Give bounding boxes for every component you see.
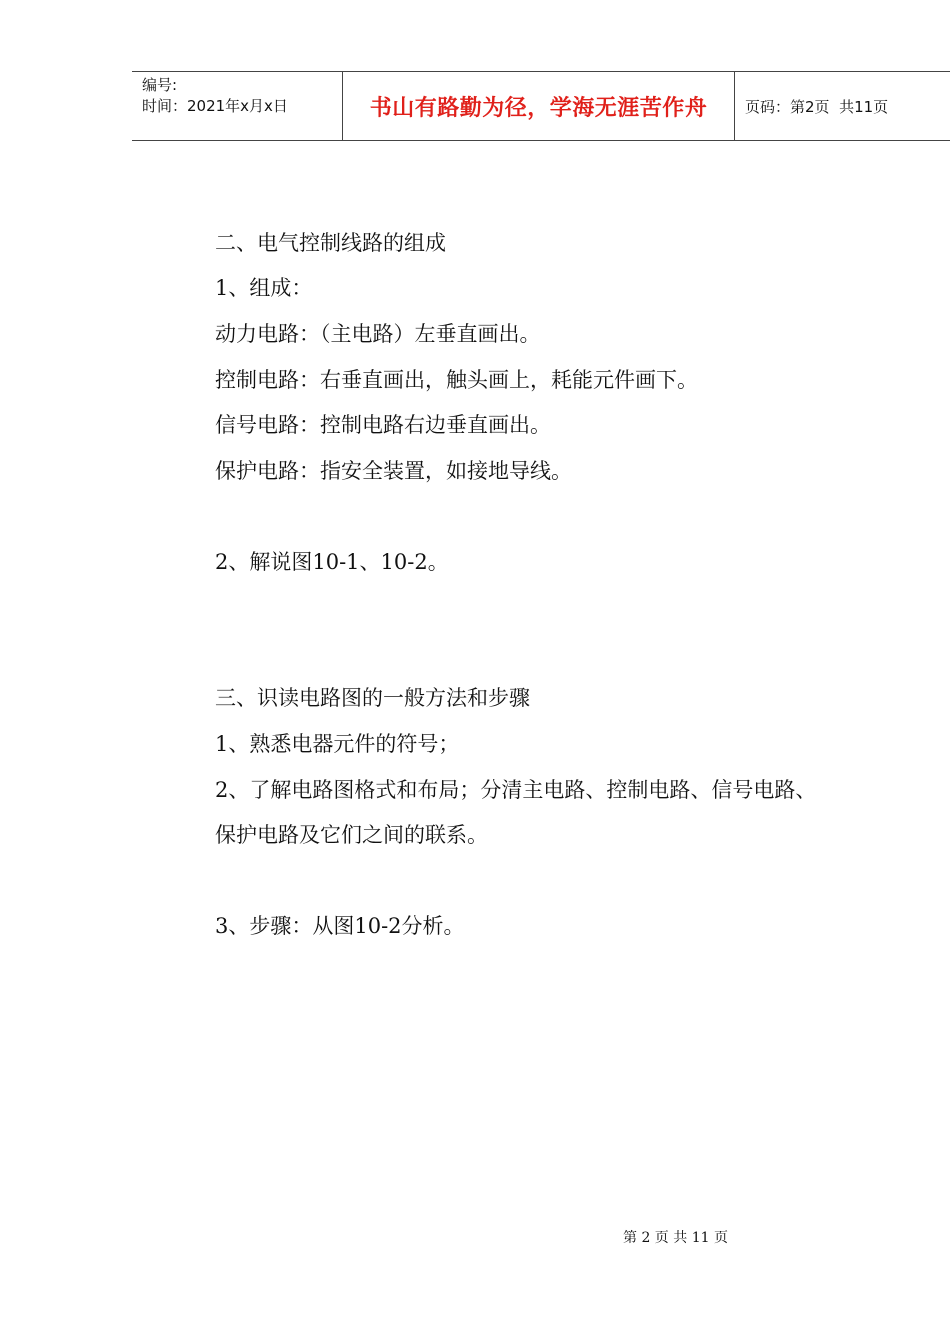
header-page-label: 页码：第2页 共11页	[745, 97, 889, 116]
header-page-info	[735, 72, 950, 140]
paragraph: 动力电路：（主电路）左垂直画出。	[215, 322, 541, 346]
paragraph: 1、组成：	[215, 276, 313, 300]
paragraph: 控制电路：右垂直画出，触头画上，耗能元件画下。	[215, 368, 698, 392]
header-motto: 书山有路勤为径，学海无涯苦作舟	[343, 72, 735, 140]
paragraph: 1、熟悉电器元件的符号；	[215, 732, 460, 756]
page-header	[132, 71, 950, 141]
section-heading: 二、电气控制线路的组成	[215, 231, 446, 255]
paragraph: 保护电路及它们之间的联系。	[215, 823, 488, 847]
paragraph: 保护电路：指安全装置，如接地导线。	[215, 459, 572, 483]
page-footer: 第 2 页 共 11 页	[623, 1230, 728, 1246]
paragraph: 3、步骤：从图10-2分析。	[215, 914, 465, 938]
section-heading: 三、识读电路图的一般方法和步骤	[215, 686, 530, 710]
header-meta	[132, 72, 343, 140]
document-time-label: 时间：2021年x月x日	[142, 97, 288, 115]
document-number-label: 编号:	[142, 76, 178, 94]
paragraph: 2、解说图10-1、10-2。	[215, 550, 449, 574]
paragraph: 信号电路：控制电路右边垂直画出。	[215, 413, 551, 437]
paragraph: 2、了解电路图格式和布局；分清主电路、控制电路、信号电路、	[215, 778, 817, 802]
